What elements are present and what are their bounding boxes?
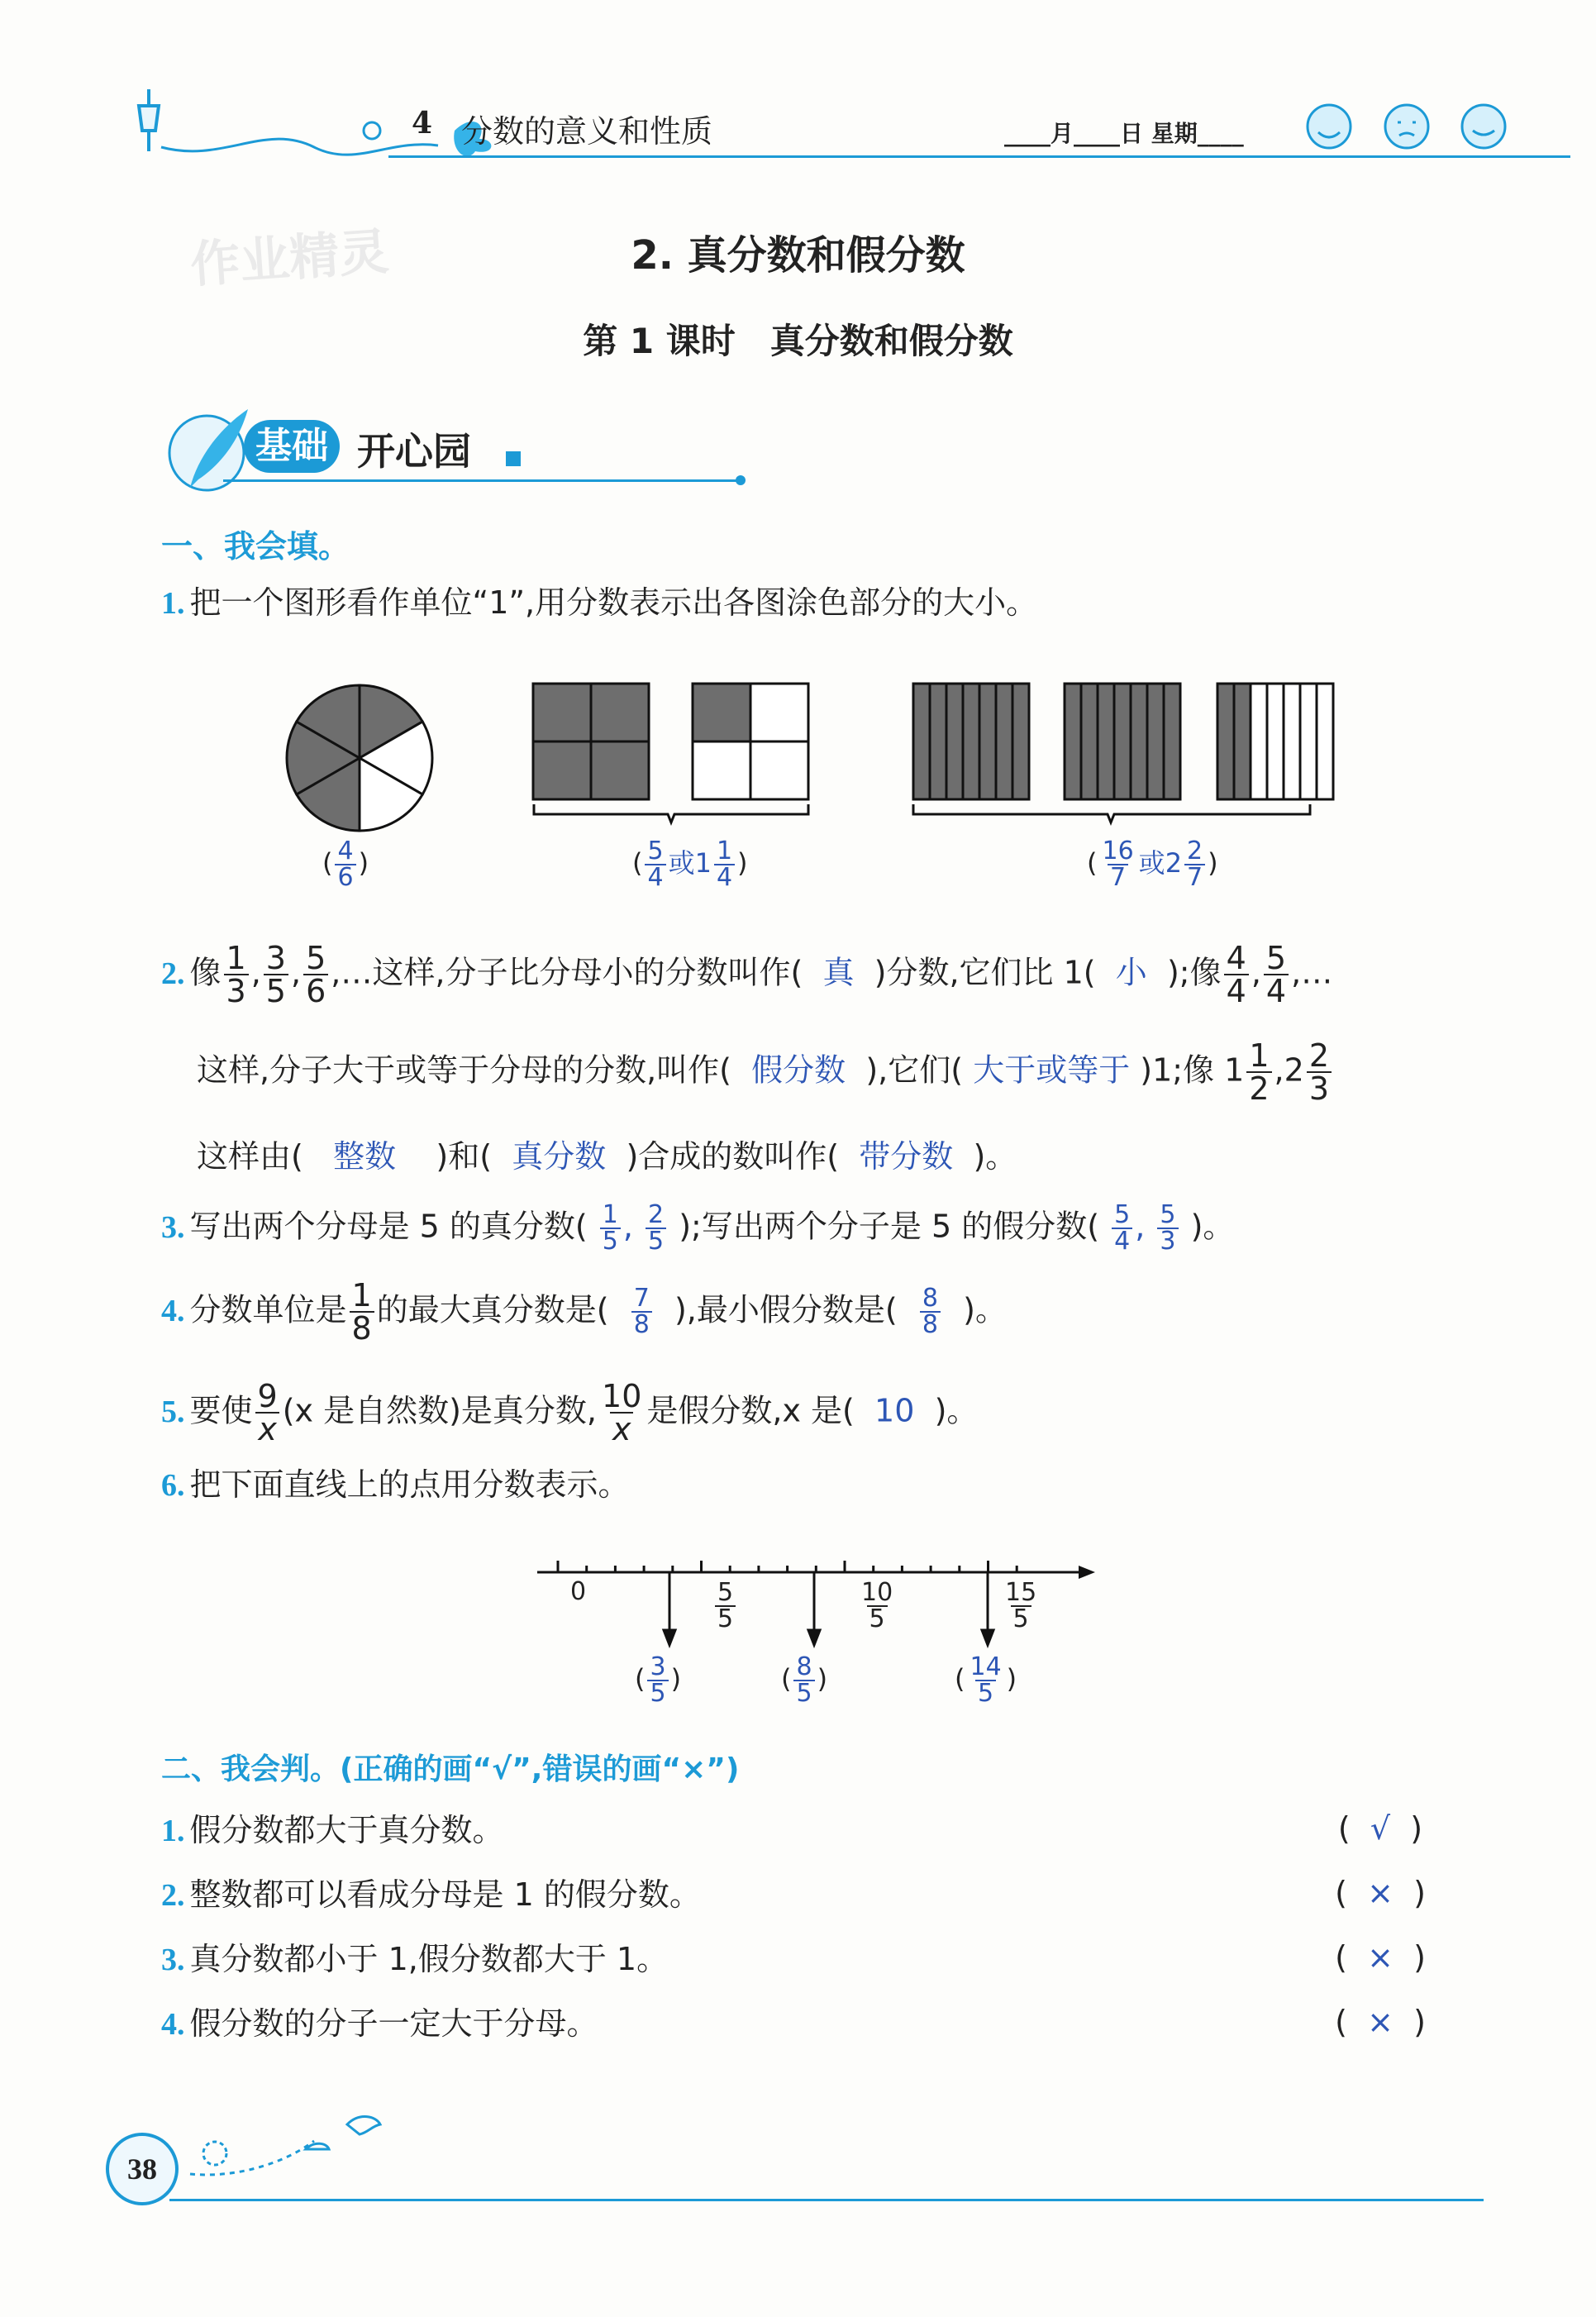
strip-cell: [1300, 684, 1317, 799]
strip-figure-2: [1065, 684, 1180, 799]
answer-improper: 假分数: [751, 1051, 846, 1089]
judge-item-1: 1. 假分数都大于真分数。: [161, 1812, 504, 1848]
judge-mark-3: ( × ): [1335, 1939, 1426, 1976]
date-field: ____月____日 星期____: [1004, 120, 1244, 147]
part1-heading: 一、我会填。: [161, 528, 350, 565]
q2-line1: 2. 像 $\frac{1}{3}$ , $\frac{3}{5}$ , $\frac{5}{6}$ ,…这样,分子比分母小的分数叫作( 真 )分数,它们比 1( 小 );像 $\frac{4}{4}$ , $\frac{5}{4}$ ,…: [161, 940, 1333, 1009]
q3: 3. 写出两个分母是 5 的真分数( $\frac{1}{5}$ , $\frac{2}{5}$ );写出两个分子是 5 的假分数( $\frac{5}{4}$ , $\frac{5}{3}$ )。: [161, 1200, 1235, 1256]
section-banner: [165, 405, 760, 496]
strip-cell: [1267, 684, 1284, 799]
answer-integer: 整数: [333, 1138, 397, 1175]
q1-answer-1: ( $\frac{4}{6}$ ): [322, 837, 369, 892]
answer-proper-fraction: 真分数: [512, 1138, 607, 1175]
nl-answer-3: ( $\frac{14}{5}$ ): [955, 1652, 1017, 1708]
q2-line2: 这样,分子大于或等于分母的分数,叫作( 假分数 ),它们( 大于或等于 )1;像 1 $\frac{1}{2}$ ,2 $\frac{2}{3}$: [197, 1040, 1334, 1104]
nl-answer-2: ( $\frac{8}{5}$ ): [781, 1652, 828, 1708]
answer-x: 10: [874, 1392, 915, 1429]
strip-cell: [1251, 684, 1267, 799]
page-number-badge: 38: [106, 2133, 179, 2205]
strip-figure-1: [913, 684, 1029, 799]
answer-proper: 真: [822, 954, 855, 991]
nl-tick-label-2: $\frac{10}{5}$: [861, 1578, 893, 1633]
quill-icon: [165, 405, 256, 496]
strip-cell: [996, 684, 1012, 799]
banner-badge: 基础: [244, 420, 340, 473]
square-figure-quarter: [693, 684, 808, 799]
banner-square-icon: [506, 451, 521, 466]
banner-rule-dot: [736, 475, 746, 485]
smiley-faces-icon: [1302, 99, 1517, 154]
judge-mark-4: ( × ): [1335, 2004, 1426, 2040]
strip-cell: [1234, 684, 1251, 799]
nl-zero: 0: [570, 1577, 587, 1606]
strip-cell: [1131, 684, 1147, 799]
answer-mixed: 带分数: [859, 1138, 954, 1175]
watermark: 作业精灵: [188, 222, 391, 295]
answer-less: 小: [1115, 954, 1147, 991]
answer-geq: 大于或等于: [973, 1051, 1131, 1089]
banner-title: 开心园: [357, 429, 471, 474]
page-title: 2. 真分数和假分数: [631, 232, 965, 279]
part2-heading: 二、我会判。(正确的画“√”,错误的画“×”): [161, 1752, 740, 1786]
strip-cell: [946, 684, 963, 799]
strip-cell: [1147, 684, 1164, 799]
chapter-number: 4: [412, 106, 433, 141]
banner-rule: [223, 479, 740, 482]
strip-cell: [963, 684, 979, 799]
circle-figure: [287, 685, 432, 831]
strip-cell: [1164, 684, 1180, 799]
strip-figure-3: [1217, 684, 1333, 799]
bird-decoration-icon: [182, 2108, 397, 2182]
chapter-title: 分数的意义和性质: [461, 113, 713, 150]
footer-rule: [169, 2199, 1484, 2201]
lamp-decoration-icon: [124, 73, 504, 164]
strip-cell: [1098, 684, 1114, 799]
strip-cell: [979, 684, 996, 799]
lesson-title: 第 1 课时 真分数和假分数: [583, 321, 1013, 361]
strip-cell: [930, 684, 946, 799]
q5: 5. 要使 $\frac{9}{x}$ (x 是自然数)是真分数, $\frac{10}{x}$ 是假分数,x 是( 10 )。: [161, 1378, 979, 1447]
strip-cell: [1317, 684, 1333, 799]
nl-tick-label-3: $\frac{15}{5}$: [1005, 1578, 1037, 1633]
judge-item-3: 3. 真分数都小于 1,假分数都大于 1。: [161, 1941, 669, 1977]
q6: 6. 把下面直线上的点用分数表示。: [161, 1466, 630, 1503]
page-header: [0, 0, 1596, 165]
strip-cell: [1114, 684, 1131, 799]
q1-text: 把一个图形看作单位“1”,用分数表示出各图涂色部分的大小。: [189, 584, 1038, 621]
strip-cell: [1081, 684, 1098, 799]
strip-cell: [1284, 684, 1300, 799]
nl-answer-1: ( $\frac{3}{5}$ ): [635, 1652, 682, 1708]
q1: 1. 把一个图形看作单位“1”,用分数表示出各图涂色部分的大小。: [161, 584, 1038, 621]
strip-cell: [913, 684, 930, 799]
q2-line3: 这样由( 整数 )和( 真分数 )合成的数叫作( 带分数 )。: [197, 1138, 1017, 1175]
nl-tick-label-1: $\frac{5}{5}$: [712, 1580, 738, 1632]
q1-answer-2: ( $\frac{5}{4}$ 或1 $\frac{1}{4}$ ): [632, 837, 748, 892]
judge-item-4: 4. 假分数的分子一定大于分母。: [161, 2005, 598, 2042]
q4: 4. 分数单位是 $\frac{1}{8}$ 的最大真分数是( $\frac{7}{8}$ ),最小假分数是( $\frac{8}{8}$ )。: [161, 1277, 1007, 1347]
header-rule: [388, 155, 1570, 158]
judge-mark-1: ( √ ): [1337, 1810, 1423, 1847]
judge-item-2: 2. 整数都可以看成分母是 1 的假分数。: [161, 1876, 701, 1913]
square-figure-full: [533, 684, 649, 799]
strip-cell: [1217, 684, 1234, 799]
q1-answer-3: ( $\frac{16}{7}$ 或2 $\frac{2}{7}$ ): [1087, 837, 1218, 892]
strip-cell: [1065, 684, 1081, 799]
q1-figures: [273, 674, 1364, 839]
judge-mark-2: ( × ): [1335, 1875, 1426, 1911]
strip-cell: [1012, 684, 1029, 799]
